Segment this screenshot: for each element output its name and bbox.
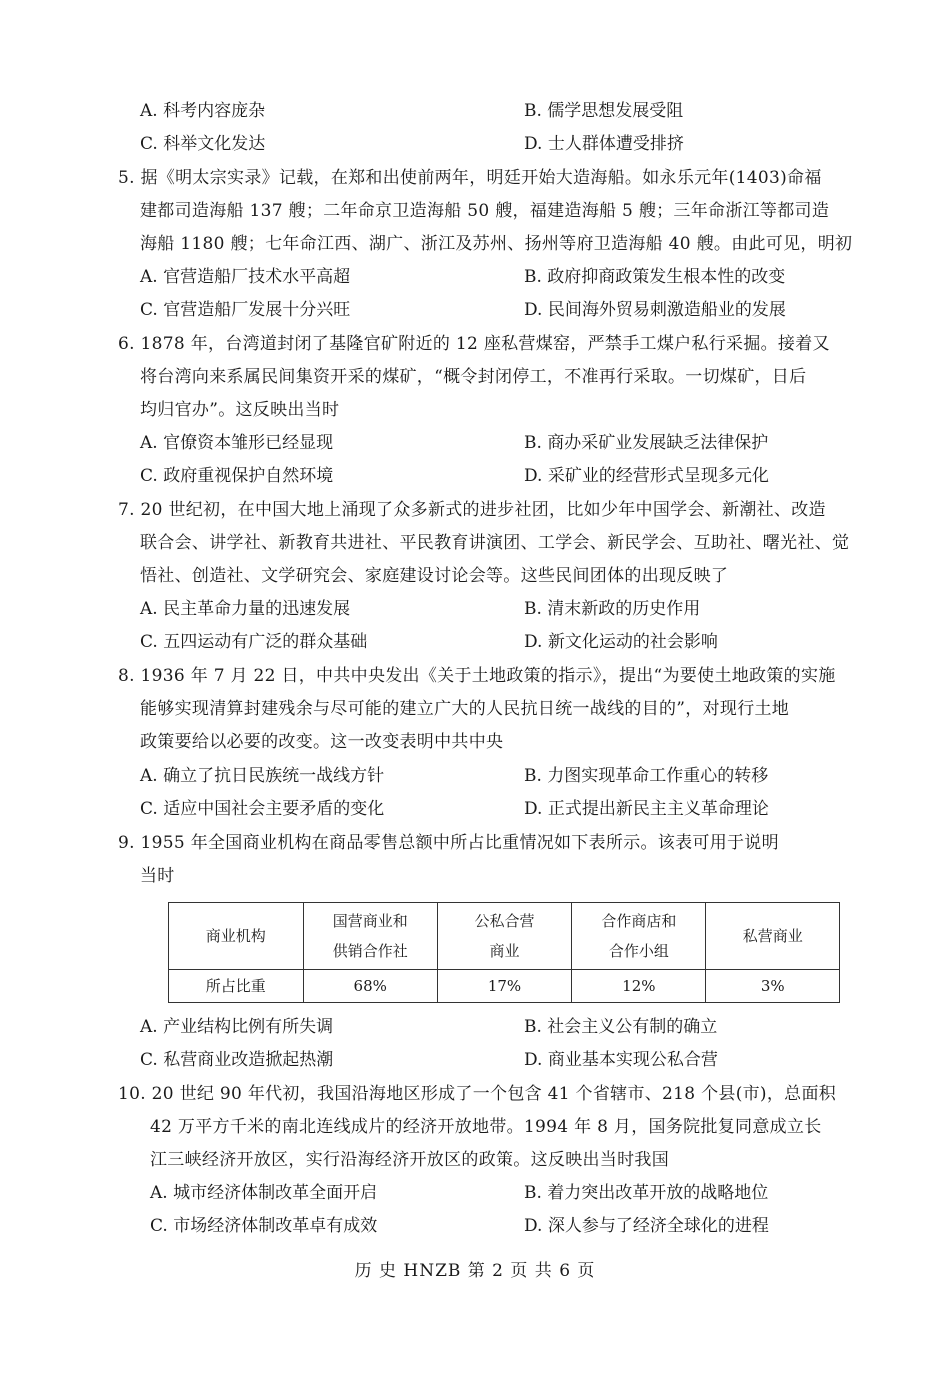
header-cell-private: 私营商业: [706, 903, 840, 970]
q10-option-a: A. 城市经济体制改革全面开启: [150, 1183, 378, 1203]
q8-stem-line-1: 8. 1936 年 7 月 22 日，中共中央发出《关于土地政策的指示》，提出“为要使土地政策的实施: [118, 666, 836, 686]
q5-stem-line-2: 建都司造海船 137 艘；二年命京卫造海船 50 艘，福建造海船 5 艘；三年命浙江等都司造: [140, 201, 830, 221]
q6-stem-line-3: 均归官办”。这反映出当时: [140, 400, 340, 420]
row-label-share: 所占比重: [169, 970, 304, 1003]
q5-stem-line-3: 海船 1180 艘；七年命江西、湖广、浙江及苏州、扬州等府卫造海船 40 艘。由此可见，明初: [140, 234, 853, 254]
q7-option-d: D. 新文化运动的社会影响: [524, 632, 718, 652]
q9-stem-line-1: 9. 1955 年全国商业机构在商品零售总额中所占比重情况如下表所示。该表可用于说明: [118, 833, 779, 853]
q9-option-d: D. 商业基本实现公私合营: [524, 1050, 718, 1070]
header-cell-joint-venture: 公私合营 商业: [437, 903, 571, 970]
q8-option-d: D. 正式提出新民主主义革命理论: [524, 799, 769, 819]
q9-option-b: B. 社会主义公有制的确立: [524, 1017, 718, 1037]
header-cell-state-commerce: 国营商业和 供销合作社: [303, 903, 437, 970]
q4-option-a: A. 科考内容庞杂: [140, 101, 266, 121]
page-footer: 历 史 HNZB 第 2 页 共 6 页: [354, 1261, 596, 1281]
cell-share-joint: 17%: [437, 970, 571, 1003]
cell-share-cooperative: 12%: [572, 970, 706, 1003]
q6-option-a: A. 官僚资本雏形已经显现: [140, 433, 334, 453]
q6-stem-line-2: 将台湾向来系属民间集资开采的煤矿，“概令封闭停工，不准再行采取。一切煤矿，日后: [140, 367, 807, 387]
q7-option-a: A. 民主革命力量的迅速发展: [140, 599, 351, 619]
q10-option-d: D. 深人参与了经济全球化的进程: [524, 1216, 769, 1236]
q8-option-b: B. 力图实现革命工作重心的转移: [524, 766, 769, 786]
q7-stem-line-3: 悟社、创造社、文学研究会、家庭建设讨论会等。这些民间团体的出现反映了: [140, 566, 729, 586]
header-cell-cooperative: 合作商店和 合作小组: [572, 903, 706, 970]
q5-option-d: D. 民间海外贸易刺激造船业的发展: [524, 300, 786, 320]
q4-option-b: B. 儒学思想发展受阻: [524, 101, 684, 121]
q7-option-c: C. 五四运动有广泛的群众基础: [140, 632, 368, 652]
q10-option-b: B. 着力突出改革开放的战略地位: [524, 1183, 769, 1203]
q10-stem-line-1: 10. 20 世纪 90 年代初，我国沿海地区形成了一个包含 41 个省辖市、218 个县(市)，总面积: [118, 1084, 837, 1104]
header-cell-institution: 商业机构: [169, 903, 304, 970]
q7-stem-line-1: 7. 20 世纪初，在中国大地上涌现了众多新式的进步社团，比如少年中国学会、新潮社、改造: [118, 500, 826, 520]
q9-option-c: C. 私营商业改造掀起热潮: [140, 1050, 334, 1070]
cell-share-private: 3%: [706, 970, 840, 1003]
q8-stem-line-3: 政策要给以必要的改变。这一改变表明中共中央: [140, 732, 504, 752]
commerce-share-table: [168, 902, 840, 1003]
cell-share-state: 68%: [303, 970, 437, 1003]
q10-option-c: C. 市场经济体制改革卓有成效: [150, 1216, 378, 1236]
q4-option-d: D. 士人群体遭受排挤: [524, 134, 684, 154]
q5-option-a: A. 官营造船厂技术水平高超: [140, 267, 351, 287]
q6-stem-line-1: 6. 1878 年，台湾道封闭了基隆官矿附近的 12 座私营煤窑，严禁手工煤户私行采掘。接着又: [118, 334, 830, 354]
q8-stem-line-2: 能够实现清算封建残余与尽可能的建立广大的人民抗日统一战线的目的”，对现行土地: [140, 699, 790, 719]
q8-option-a: A. 确立了抗日民族统一战线方针: [140, 766, 385, 786]
q8-option-c: C. 适应中国社会主要矛盾的变化: [140, 799, 385, 819]
q6-option-d: D. 采矿业的经营形式呈现多元化: [524, 466, 769, 486]
q7-option-b: B. 清末新政的历史作用: [524, 599, 701, 619]
q7-stem-line-2: 联合会、讲学社、新教育共进社、平民教育讲演团、工学会、新民学会、互助社、曙光社、觉: [140, 533, 850, 553]
q10-stem-line-2: 42 万平方千米的南北连线成片的经济开放地带。1994 年 8 月，国务院批复同意成立长: [150, 1117, 822, 1137]
q6-option-b: B. 商办采矿业发展缺乏法律保护: [524, 433, 769, 453]
table-row: [169, 970, 840, 1003]
q5-option-c: C. 官营造船厂发展十分兴旺: [140, 300, 351, 320]
q5-stem-line-1: 5. 据《明太宗实录》记载，在郑和出使前两年，明廷开始大造海船。如永乐元年(1403)命福: [118, 168, 822, 188]
q9-option-a: A. 产业结构比例有所失调: [140, 1017, 334, 1037]
q10-stem-line-3: 江三峡经济开放区，实行沿海经济开放区的政策。这反映出当时我国: [150, 1150, 669, 1170]
q9-stem-line-2: 当时: [140, 866, 175, 886]
table-header-row: [169, 903, 840, 970]
q6-option-c: C. 政府重视保护自然环境: [140, 466, 334, 486]
q4-option-c: C. 科举文化发达: [140, 134, 266, 154]
q5-option-b: B. 政府抑商政策发生根本性的改变: [524, 267, 786, 287]
